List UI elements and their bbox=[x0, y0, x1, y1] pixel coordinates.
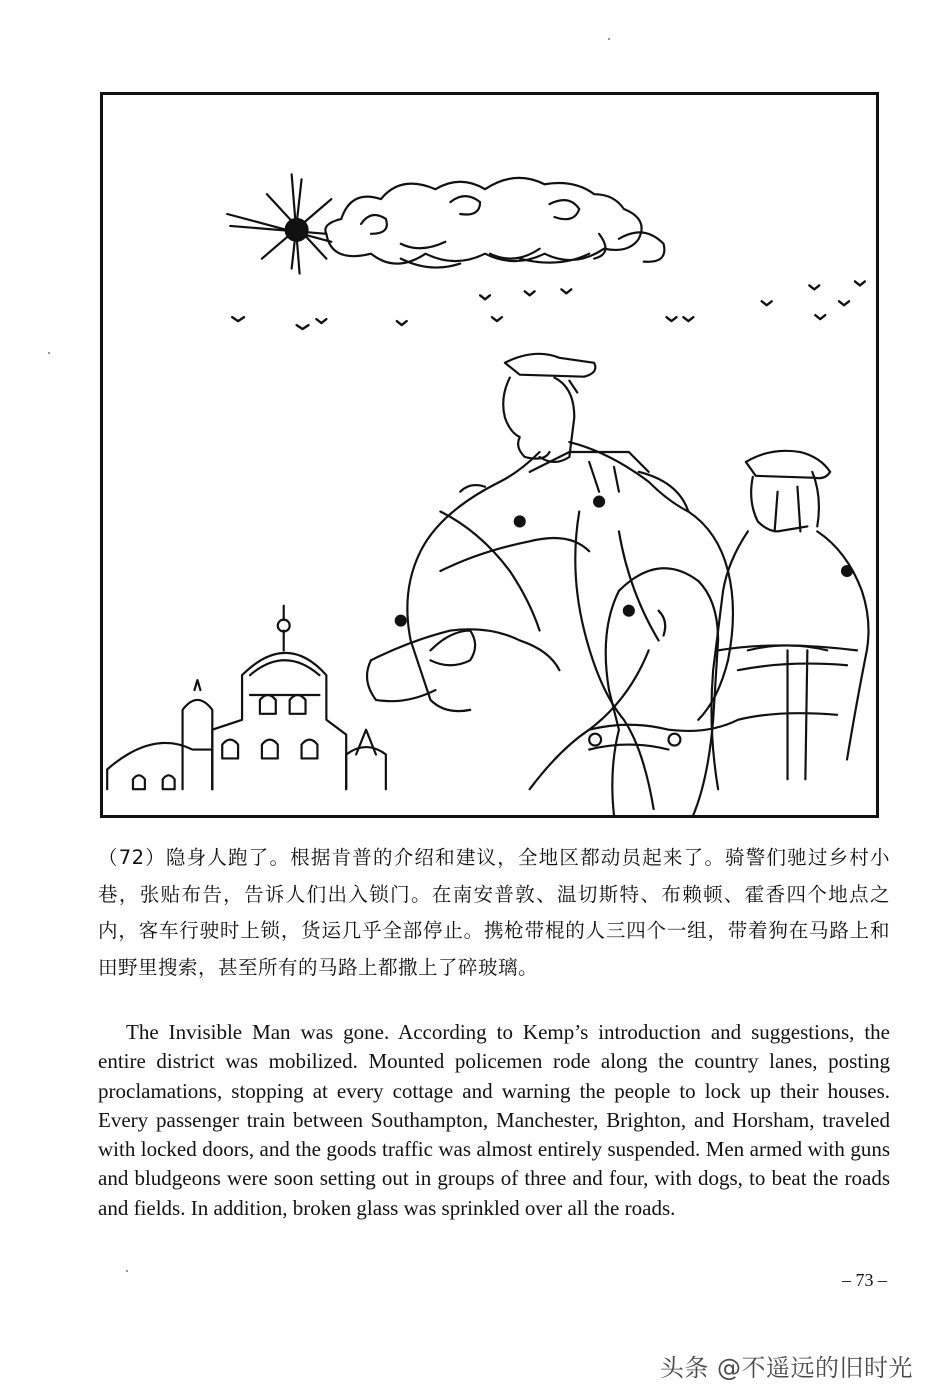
birds-drawing bbox=[232, 281, 865, 329]
clouds-drawing bbox=[325, 178, 664, 268]
illustration bbox=[100, 92, 879, 818]
chinese-caption: （72）隐身人跑了。根据肯普的介绍和建议，全地区都动员起来了。骑警们驰过乡村小巷，张贴布告，告诉人们出入锁门。在南安普敦、温切斯特、布赖顿、霍香四个地点之内，客车行驶时上锁，货运几乎全部停止。携枪带棍的人三四个一组，带着狗在马路上和田野里搜索，甚至所有的马路上都撒上了碎玻璃。 bbox=[98, 846, 890, 979]
scan-speck bbox=[126, 1270, 128, 1272]
second-rider-drawing bbox=[711, 451, 868, 789]
mounted-police-drawing bbox=[103, 95, 876, 815]
page-number: – 73 – bbox=[842, 1270, 887, 1290]
rider-drawing bbox=[367, 354, 733, 809]
city-drawing bbox=[107, 606, 386, 789]
scan-speck bbox=[48, 352, 50, 354]
english-caption: The Invisible Man was gone. According to Kemp’s introduction and suggestions, the entire district was mobilized. Mounted policemen rode along the country lanes, posting proclamations, stopping at every cottage and warning the people to lock up their houses. Every passenger train between Southampton, Manchester, Brighton, and Horsham, traveled with locked doors, and the goods traffic was almost entirely suspended. Men armed with guns and bludgeons were soon setting out in groups of three and four, with dogs, to beat the roads and fields. In addition, broken glass was sprinkled over all the roads. bbox=[98, 1020, 890, 1220]
watermark-text: 头条 @不遥远的旧时光 bbox=[659, 1354, 913, 1382]
star-drawing bbox=[227, 174, 331, 273]
scan-speck bbox=[608, 38, 610, 40]
